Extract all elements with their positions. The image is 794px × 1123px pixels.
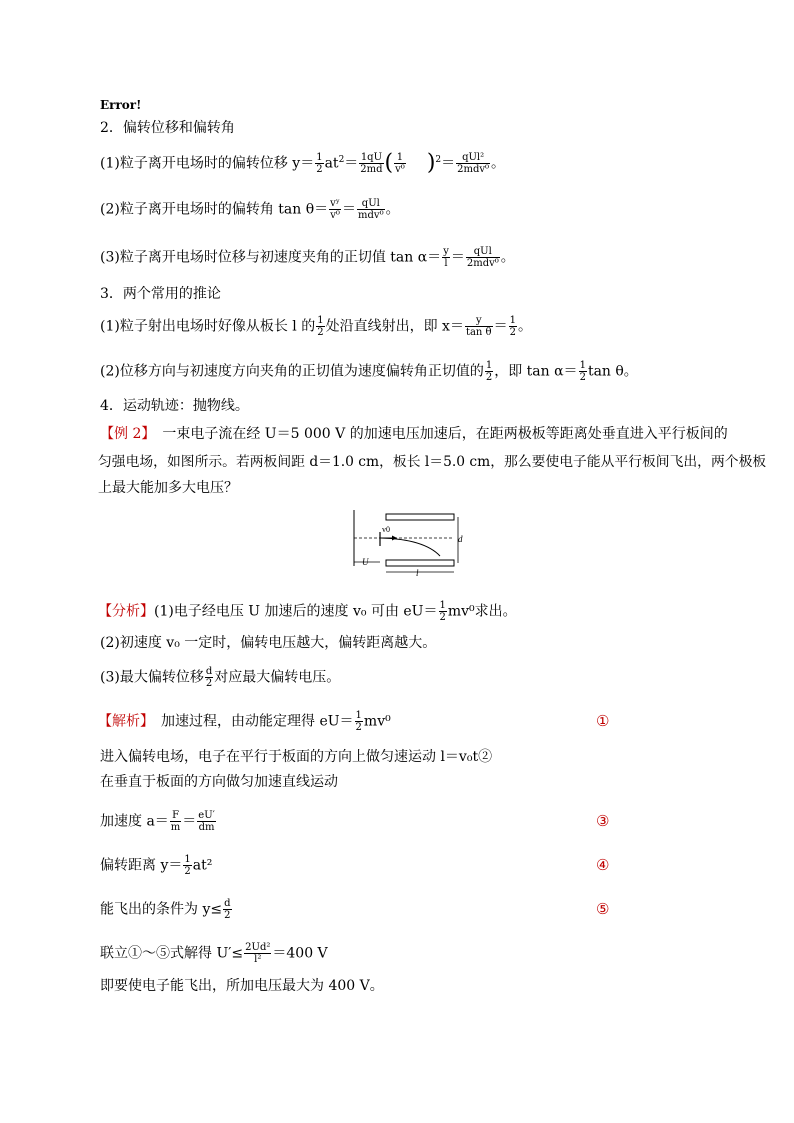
fraction [205,666,213,689]
fraction [509,315,517,338]
solution-l1: 加速过程，由动能定理得 eU＝ [147,713,354,730]
numerator: vʸ [330,198,341,209]
v0-label: v0 [382,525,390,534]
solution-line-6 [100,898,233,921]
denominator: 2 [355,722,362,733]
denominator: 2 [316,164,323,176]
sec3-formula-1 [100,315,532,338]
sec3-heading: 3．两个常用的推论 [100,286,221,302]
numerator: qUl² [456,152,490,164]
equals: ＝ [493,318,508,335]
denominator: l [444,258,448,269]
numerator: d [205,666,213,677]
solution-line-1 [98,710,391,733]
solution-l6: 能飞出的条件为 y≤ [100,901,223,918]
fraction [359,152,383,175]
example-line-3: 上最大能加多大电压？ [98,480,238,496]
analysis-p3-end: 对应最大偏转电压。 [214,669,341,686]
analysis-p1-end: mv⁰求出。 [447,603,517,620]
denominator: 2mdv⁰ [466,258,499,269]
denominator: 2 [224,910,231,921]
fraction [579,360,587,383]
electron-trajectory [380,538,440,556]
analysis-tag: 【分析】 [98,603,154,620]
equals: ＝ [441,155,456,172]
top-plate [386,514,454,520]
fraction [456,152,490,175]
fraction [170,810,181,833]
fraction [183,854,191,877]
solution-l7: 联立①～⑤式解得 U′≤ [100,945,244,962]
numerator: eU′ [198,810,215,821]
left-paren: ( [384,150,394,176]
denominator: 2mdv⁰ [457,164,490,176]
sec2-formula-3 [100,246,515,269]
sec2-p2-prefix: (2)粒子离开电场时的偏转角 tan θ＝ [100,201,329,218]
denominator: 2md [360,164,383,176]
denominator: 2 [317,327,324,338]
solution-l5: 偏转距离 y＝ [100,857,183,874]
sec2-p1-prefix: (1)粒子离开电场时的偏转位移 y＝ [100,155,315,172]
solution-l7-end: ＝400 V [272,945,328,962]
numerator: 1 [485,360,493,371]
numerator: y [443,246,449,257]
numerator: y [465,315,493,327]
solution-line-3: 在垂直于板面的方向做匀加速直线运动 [100,774,338,790]
denominator: 2 [509,327,516,338]
numerator: 1 [439,600,446,611]
equals: ＝ [450,249,465,266]
analysis-p1: (1)电子经电压 U 加速后的速度 v₀ 可由 eU＝ [154,603,438,620]
solution-tag: 【解析】 [98,713,147,730]
numerator: 1 [579,360,586,371]
fraction [197,810,216,833]
sec2-formula-2 [100,198,400,221]
solution-line-7 [100,942,328,965]
analysis-line-3 [100,666,340,689]
fraction [485,360,493,383]
equation-number-1: ① [596,712,610,730]
solution-l1-end: mv⁰ [363,713,391,730]
denominator: 2 [439,612,446,623]
error-text: Error! [100,98,142,112]
equation-number-4: ④ [596,856,610,874]
fraction [357,198,385,221]
period: 。 [517,318,532,335]
numerator: 1qU [360,152,383,164]
solution-line-5 [100,854,212,877]
denominator: tan θ [465,327,492,338]
numerator: 2Ud² [245,942,271,953]
solution-line-4 [100,810,217,833]
fraction [439,600,447,623]
numerator: 1 [509,315,516,326]
fraction [442,246,450,269]
fraction [394,152,406,175]
example-tag: 【例 2】 [100,426,149,442]
solution-line-2: 进入偏转电场，电子在平行于板面的方向上做匀速运动 l＝v₀t② [100,749,493,765]
analysis-line-2: (2)初速度 v₀ 一定时，偏转电压越大，偏转距离越大。 [100,635,437,651]
solution-l5-end: at² [192,857,213,874]
denominator: 2 [184,866,191,877]
denominator: 2 [579,372,586,383]
denominator: 2 [205,678,213,689]
period: 。 [385,201,400,218]
bottom-plate [386,560,454,566]
analysis-line-1 [98,600,517,623]
sec2-heading: 2．偏转位移和偏转角 [100,120,235,136]
equals: ＝ [182,813,197,830]
d-label: d [458,534,463,544]
solution-line-8: 即要使电子能飞出，所加电压最大为 400 V。 [100,978,384,994]
numerator: d [224,898,231,909]
denominator: mdv⁰ [358,210,384,221]
example-line-2: 匀强电场，如图所示。若两板间距 d＝1.0 cm，板长 l＝5.0 cm，那么要使电子能从平行板间飞出，两个极板 [98,454,767,470]
denominator: v⁰ [395,164,405,176]
u-label: U [362,557,369,567]
at-term: at [324,155,339,172]
denominator: l² [254,954,262,965]
sec3-p2-prefix: (2)位移方向与初速度方向夹角的正切值为速度偏转角正切值的 [100,363,484,380]
capacitor-figure [344,506,468,578]
sec4-heading: 4．运动轨迹：抛物线。 [100,398,249,414]
sec3-p1-mid: 处沿直线射出，即 x＝ [325,318,464,335]
numerator: F [170,810,181,822]
exponent: 2 [435,155,442,165]
numerator: qUl [357,198,385,210]
exponent: 2 [338,155,345,165]
arrowhead [392,536,397,541]
period: 。 [500,249,515,266]
denominator: dm [198,822,215,833]
solution-l4: 加速度 a＝ [100,813,169,830]
fraction [244,942,271,965]
sec2-formula-1 [100,150,505,175]
fraction [329,198,341,221]
sec3-p2-end: tan θ。 [587,363,638,380]
equals: ＝ [344,155,359,172]
denominator: v⁰ [330,210,340,221]
equation-number-3: ③ [596,812,610,830]
fraction [316,315,324,338]
numerator: 1 [394,152,406,164]
fraction [465,315,493,338]
example-text: 一束电子流在经 U＝5 000 V 的加速电压加速后，在距两极板等距离处垂直进入平行板间的 [148,426,728,442]
l-label: l [416,568,419,578]
denominator: 2 [485,372,493,383]
numerator: 1 [316,152,323,164]
denominator: m [170,822,181,833]
numerator: 1 [317,315,324,326]
equals: ＝ [342,201,357,218]
period: 。 [491,155,506,172]
sec3-formula-2 [100,360,638,383]
sec3-p2-mid: ，即 tan α＝ [494,363,578,380]
analysis-p3: (3)最大偏转位移 [100,669,204,686]
numerator: 1 [184,854,191,865]
right-paren: ) [426,150,436,176]
sec2-p3-prefix: (3)粒子离开电场时位移与初速度夹角的正切值 tan α＝ [100,249,442,266]
fraction [223,898,231,921]
example-line-1 [100,424,728,444]
equation-number-5: ⑤ [596,900,610,918]
numerator: 1 [355,710,362,721]
fraction [466,246,500,269]
sec3-p1-prefix: (1)粒子射出电场时好像从板长 l 的 [100,318,316,335]
fraction [355,710,363,733]
fraction [315,152,323,175]
numerator: qUl [466,246,500,258]
